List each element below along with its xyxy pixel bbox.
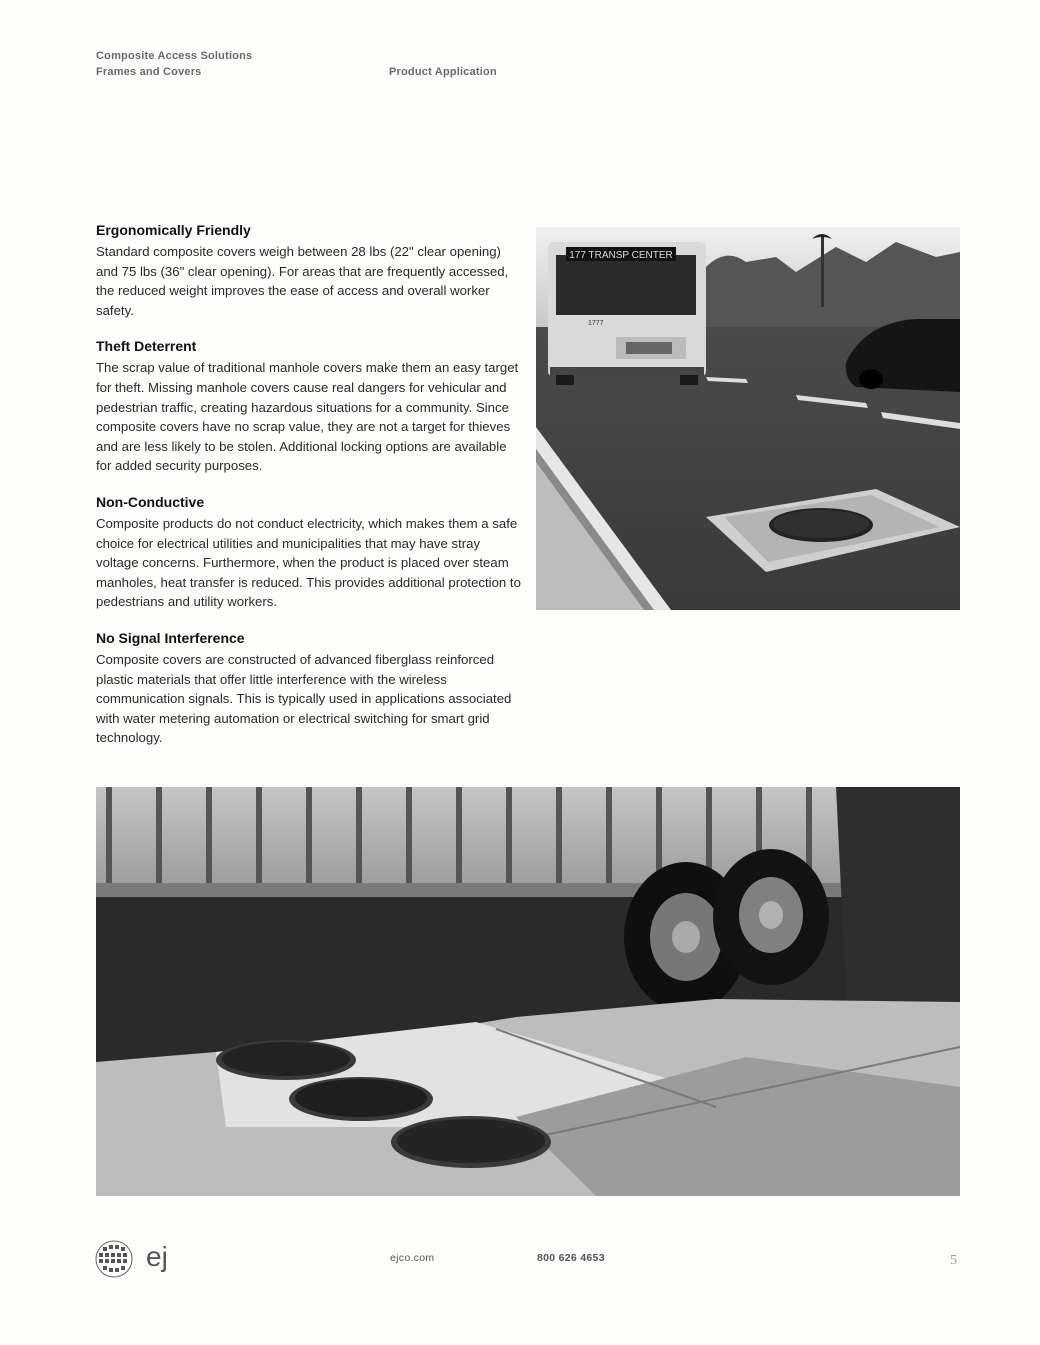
section-body: Composite products do not conduct electricity, which makes them a safe choice for electrical utilities and municipalities that may have stray voltage concerns. Furthermore, when the product is placed over steam manholes, heat transfer is reduced. This provides additional protection to pedestrians and utility workers. [96, 515, 521, 610]
page-number: 5 [950, 1253, 957, 1268]
header-product-line: Frames and Covers [96, 66, 202, 78]
footer-website[interactable]: ejco.com [390, 1252, 435, 1264]
bus-destination-sign: 177 TRANSP CENTER [569, 250, 673, 261]
section-body: The scrap value of traditional manhole covers make them an easy target for theft. Missing manhole covers cause real dangers for vehicular and pedestrian traffic, creating hazardous situations for a community. Since composite covers have no scrap value, they are not a target for thieves and are less likely to be stolen. Additional locking options are available for added security purposes. [96, 360, 519, 474]
ej-logo [94, 1239, 184, 1279]
document-header [96, 48, 252, 80]
section-ergonomically-friendly [96, 221, 524, 320]
bus-number: 1777 [588, 320, 604, 327]
footer-phone: 800 626 4653 [537, 1252, 605, 1264]
section-body: Standard composite covers weigh between 28 lbs (22" clear opening) and 75 lbs (36" clear opening). For areas that are frequently accessed, the reduced weight improves the ease of access and overall worker safety. [96, 244, 509, 318]
header-company: Composite Access Solutions [96, 50, 253, 62]
section-non-conductive [96, 493, 524, 612]
section-no-signal-interference [96, 629, 524, 748]
section-theft-deterrent [96, 337, 524, 476]
section-body: Composite covers are constructed of advanced fiberglass reinforced plastic materials that offer little interference with the wireless communication signals. This is typically used in applications associated with water metering automation or electrical switching for smart grid technology. [96, 651, 512, 746]
globe-icon [94, 1239, 184, 1279]
truck-manhole-photo [96, 787, 960, 1196]
section-title: No Signal Interference [96, 629, 245, 646]
brand-wordmark: ej [146, 1241, 168, 1272]
section-title: Non-Conductive [96, 493, 205, 510]
header-section-title: Product Application [389, 66, 497, 78]
bus-street-photo [536, 227, 960, 610]
section-title: Theft Deterrent [96, 338, 197, 355]
feature-text-column [96, 221, 524, 765]
section-title: Ergonomically Friendly [96, 222, 251, 238]
